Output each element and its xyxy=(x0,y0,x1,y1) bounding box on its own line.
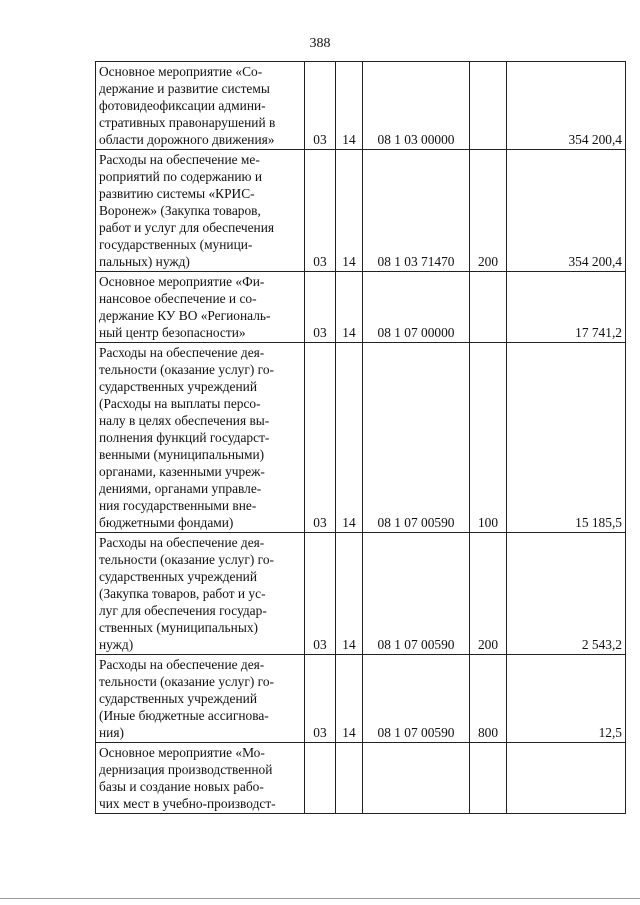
row-subsection: 14 xyxy=(336,533,363,655)
page-bottom-edge xyxy=(0,898,640,899)
budget-table xyxy=(95,61,626,814)
row-target-code: 08 1 03 71470 xyxy=(363,150,470,272)
row-expense-type: 200 xyxy=(470,150,507,272)
row-expense-type xyxy=(470,743,507,814)
row-target-code: 08 1 07 00590 xyxy=(363,343,470,533)
row-target-code: 08 1 07 00000 xyxy=(363,272,470,343)
table-row xyxy=(96,343,626,533)
row-expense-type xyxy=(470,62,507,150)
row-section xyxy=(305,743,336,814)
row-description: Основное мероприятие «Мо- дернизация производственной базы и создание новых рабо- чих мест в учебно-производст- xyxy=(96,743,305,814)
row-amount: 17 741,2 xyxy=(507,272,626,343)
row-section: 03 xyxy=(305,655,336,743)
page-number: 388 xyxy=(309,36,331,51)
row-section: 03 xyxy=(305,62,336,150)
table-row xyxy=(96,655,626,743)
row-expense-type: 100 xyxy=(470,343,507,533)
table-row xyxy=(96,272,626,343)
row-subsection xyxy=(336,743,363,814)
row-target-code xyxy=(363,743,470,814)
row-target-code: 08 1 07 00590 xyxy=(363,655,470,743)
row-amount: 12,5 xyxy=(507,655,626,743)
table-row xyxy=(96,150,626,272)
row-expense-type xyxy=(470,272,507,343)
row-description: Расходы на обеспечение дея- тельности (оказание услуг) го- сударственных учреждений (Закупка товаров, работ и ус- луг для обеспечения государ- ственных (муниципальных) нужд) xyxy=(96,533,305,655)
row-description: Расходы на обеспечение дея- тельности (оказание услуг) го- сударственных учреждений (Иные бюджетные ассигнова- ния) xyxy=(96,655,305,743)
row-amount xyxy=(507,743,626,814)
row-subsection: 14 xyxy=(336,62,363,150)
row-expense-type: 800 xyxy=(470,655,507,743)
row-section: 03 xyxy=(305,533,336,655)
row-amount: 15 185,5 xyxy=(507,343,626,533)
row-description: Основное мероприятие «Фи- нансовое обеспечение и со- держание КУ ВО «Региональ- ный центр безопасности» xyxy=(96,272,305,343)
row-subsection: 14 xyxy=(336,655,363,743)
row-section: 03 xyxy=(305,150,336,272)
row-expense-type: 200 xyxy=(470,533,507,655)
row-subsection: 14 xyxy=(336,343,363,533)
row-target-code: 08 1 03 00000 xyxy=(363,62,470,150)
row-description: Расходы на обеспечение ме- роприятий по содержанию и развитию системы «КРИС- Воронеж» (Закупка товаров, работ и услуг для обеспечения государственных (муници- пальных) нужд) xyxy=(96,150,305,272)
table-row xyxy=(96,533,626,655)
row-subsection: 14 xyxy=(336,272,363,343)
row-amount: 2 543,2 xyxy=(507,533,626,655)
row-description: Расходы на обеспечение дея- тельности (оказание услуг) го- сударственных учреждений (Расходы на выплаты персо- налу в целях обеспечения вы- полнения функций государст- венными (муниципальными) органами, казенными учреж- дениями, органами управле- ния государственными вне- бюджетными фондами) xyxy=(96,343,305,533)
row-section: 03 xyxy=(305,343,336,533)
table-row xyxy=(96,743,626,814)
row-subsection: 14 xyxy=(336,150,363,272)
row-description: Основное мероприятие «Со- держание и развитие системы фотовидеофиксации админи- стративных правонарушений в области дорожного движения» xyxy=(96,62,305,150)
row-section: 03 xyxy=(305,272,336,343)
table-row xyxy=(96,62,626,150)
row-target-code: 08 1 07 00590 xyxy=(363,533,470,655)
row-amount: 354 200,4 xyxy=(507,150,626,272)
row-amount: 354 200,4 xyxy=(507,62,626,150)
